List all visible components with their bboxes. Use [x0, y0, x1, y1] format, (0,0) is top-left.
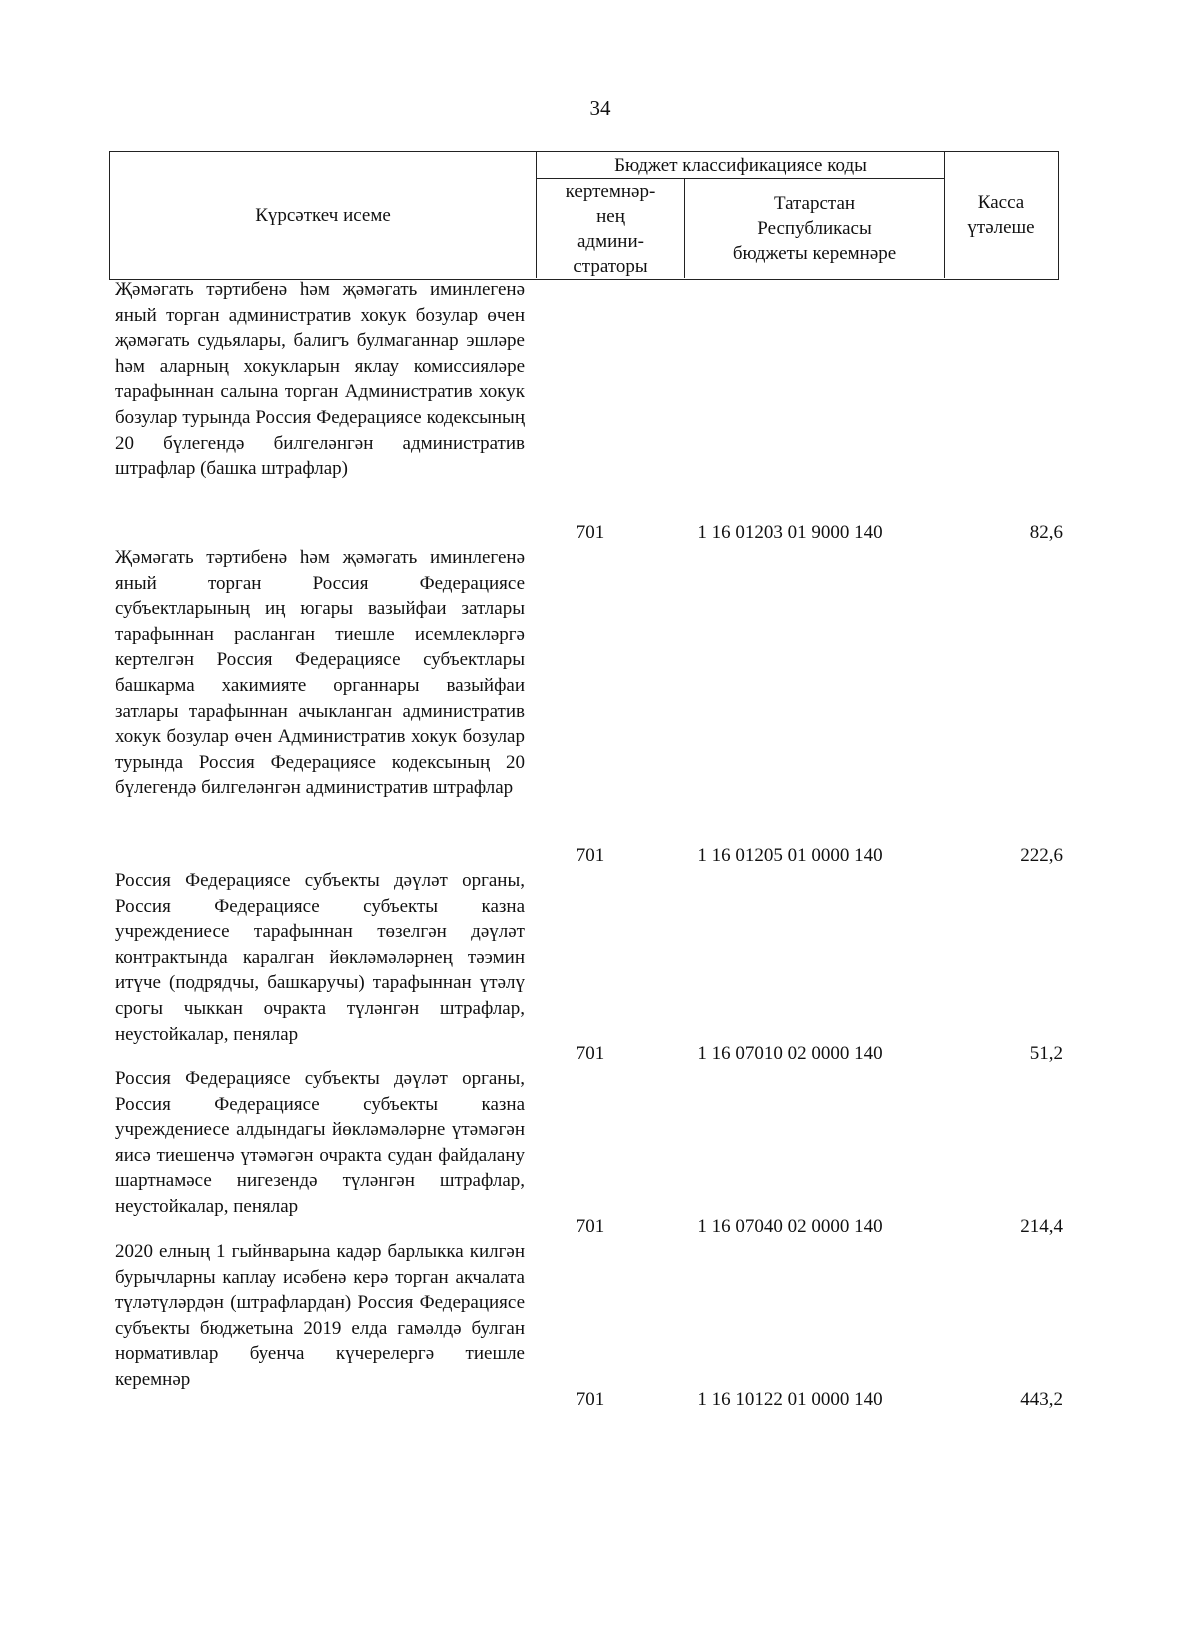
row-1-cash-execution: 82,6: [1029, 522, 1063, 543]
header-revenue-administrators: кертемнәр- нең админи- страторы: [537, 179, 685, 278]
row-4-cash-execution: 214,4: [1020, 1216, 1063, 1237]
header-cash-execution: Касса үтәлеше: [967, 192, 1035, 238]
row-4-administrator: 701: [575, 1216, 605, 1237]
row-1-description: Җәмәгать тәртибенә һәм җәмәгать иминлегенә яный торган административ хокук бозулар өчен җәмәгать судьялары, балигъ булмаганнар эшләре һәм аларның хокукларын яклау комиссияләре тарафыннан салына торган Административ хокук бозулар турында Россия Федерациясе кодексының 20 бүлегендә билгеләнгән административ штрафлар (башка штрафлар): [115, 279, 525, 480]
row-3-description: Россия Федерациясе субъекты дәүләт органы, Россия Федерациясе субъекты казна учреждениесе тарафыннан төзелгән дәүләт контрактында каралган йөкләмәләрнең тәэмин итүче (подрядчы, башкаручы) тарафыннан үтәлү срогы чыккан очракта түләнгән штрафлар, неустойкалар, пенялар: [115, 870, 525, 1045]
row-2-description: Җәмәгать тәртибенә һәм җәмәгать иминлегенә яный торган Россия Федерациясе субъектларының иң югары вазыйфаи затлары тарафыннан расланган тиешле исемлекләргә кертелгән Россия Федерациясе субъектлары башкарма хакимияте органнары вазыйфаи затлары тарафыннан ачыкланган административ хокук бозулар өчен Административ хокук бозулар турында Россия Федерациясе кодексының 20 бүлегендә билгеләнгән административ штрафлар: [115, 547, 525, 799]
row-3-cash-execution: 51,2: [1029, 1043, 1063, 1064]
header-budget-revenues: Татарстан Республикасы бюджеты керемнәре: [685, 179, 945, 278]
row-4-budget-code: 1 16 07040 02 0000 140: [697, 1216, 883, 1237]
row-2-budget-code: 1 16 01205 01 0000 140: [697, 845, 883, 866]
row-1-budget-code: 1 16 01203 01 9000 140: [697, 522, 883, 543]
row-3-administrator: 701: [575, 1043, 605, 1064]
row-3-budget-code: 1 16 07010 02 0000 140: [697, 1043, 883, 1064]
header-indicator-name: Күрсәткеч исеме: [110, 152, 537, 278]
row-1-administrator: 701: [575, 522, 605, 543]
row-5-cash-execution: 443,2: [1020, 1389, 1063, 1410]
row-4-description: Россия Федерациясе субъекты дәүләт органы, Россия Федерациясе субъекты казна учреждениесе алдындагы йөкләмәләрне үтәмәгән яисә тиешенчә үтәмәгән очракта судан файдалану шартнамәсе нигезендә түләнгән штрафлар, неустойкалар, пенялар: [115, 1068, 525, 1217]
row-2-cash-execution: 222,6: [1020, 845, 1063, 866]
table-header: [109, 151, 1059, 280]
row-2-administrator: 701: [575, 845, 605, 866]
row-5-description: 2020 елның 1 гыйнварына кадәр барлыкка килгән бурычларны каплау исәбенә керә торган акчалата түләтүләрдән (штрафлардан) Россия Федерациясе субъекты бюджетына 2019 елда гамәлдә булган нормативлар буенча күчерелергә тиешле керемнәр: [115, 1241, 525, 1390]
row-5-administrator: 701: [575, 1389, 605, 1410]
row-5-budget-code: 1 16 10122 01 0000 140: [697, 1389, 883, 1410]
header-budget-classification-codes: Бюджет классификациясе коды: [537, 152, 945, 179]
page-number: 34: [589, 96, 611, 120]
